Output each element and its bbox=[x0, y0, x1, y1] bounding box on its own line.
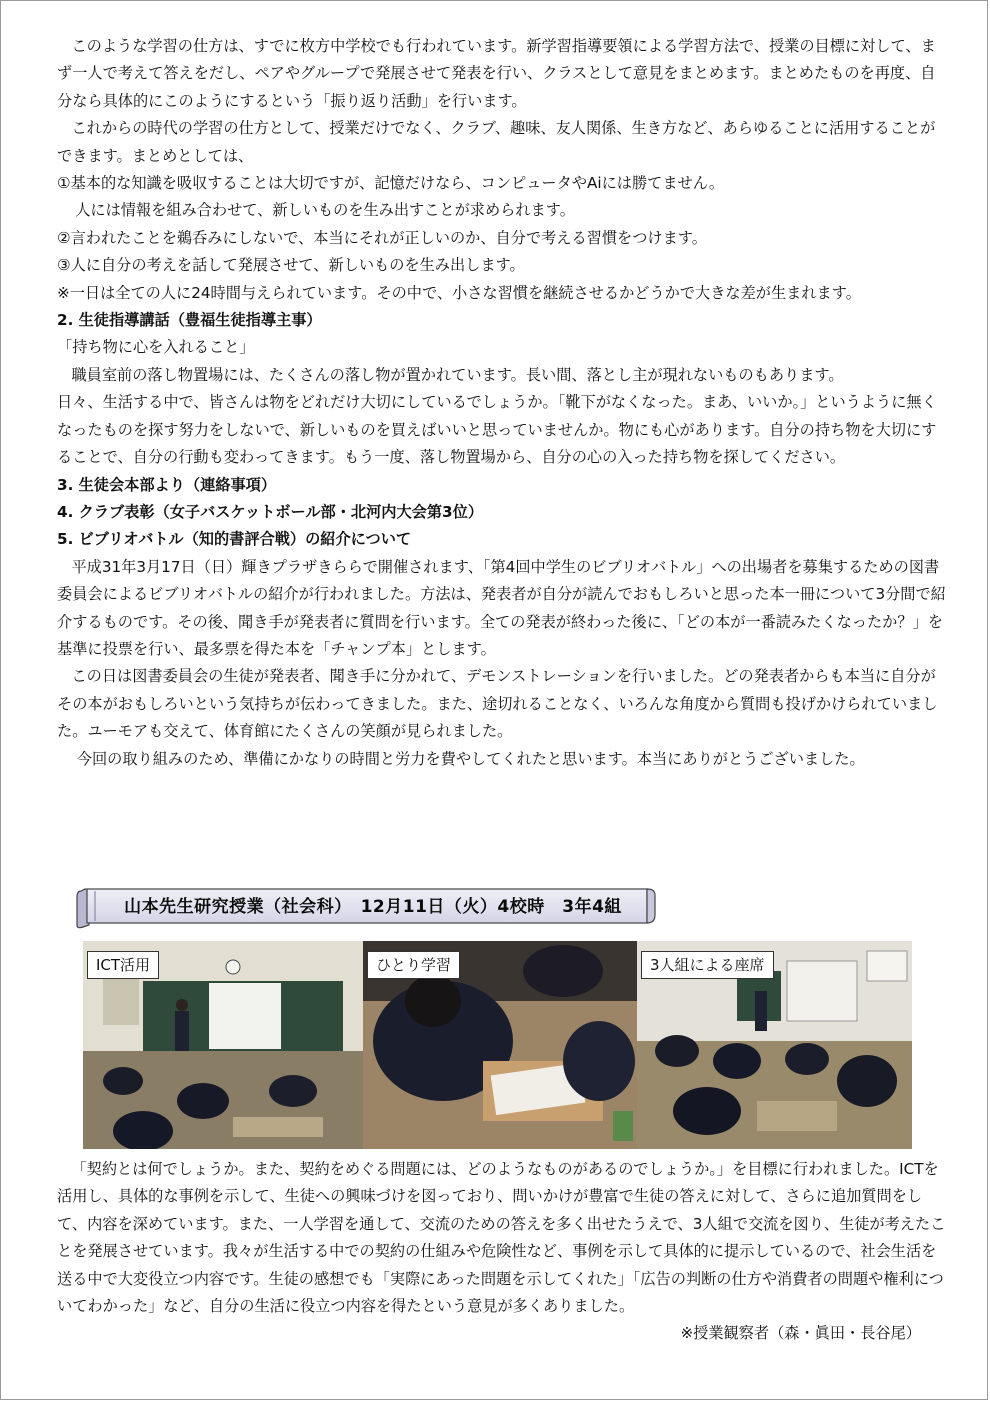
section-2-paragraph-2: 日々、生活する中で、皆さんは物をどれだけ大切にしているでしょうか。「靴下がなくなった。まあ、いいか。」というように無くなったものを探す努力をしないで、新しいものを買えばいいと思っていませんか。物にも心があります。自分の持ち物を大切にすることで、自分の行動も変わってきます。もう一度、落し物置場から、自分の心の入った持ち物を探してください。 bbox=[57, 393, 937, 467]
summary-note: ※一日は全ての人に24時間与えられています。その中で、小さな習慣を継続させるかどうかで大きな差が生まれます。 bbox=[57, 283, 861, 302]
summary-item-1: ①基本的な知識を吸収することは大切ですが、記憶だけなら、コンピュータやAiには勝てません。 bbox=[57, 174, 725, 193]
lesson-photo-strip bbox=[83, 941, 912, 1149]
summary-item-3: ③人に自分の考えを話して発展させて、新しいものを生み出します。 bbox=[57, 256, 525, 275]
intro-paragraph-1: このような学習の仕方は、すでに枚方中学校でも行われています。新学習指導要領による学習方法で、授業の目標に対して、まず一人で考えて答えをだし、ペアやグループで発展させて発表を行い、クラスとして意見をまとめます。まとめたものを再度、自分なら具体的にこのようにするという「振り返り活動」を行います。 bbox=[57, 37, 936, 110]
photo-label-ict: ICT活用 bbox=[87, 951, 159, 979]
section-5-heading: 5. ビブリオバトル（知的書評合戦）の紹介について bbox=[57, 530, 412, 549]
section-4-heading: 4. クラブ表彰（女子バスケットボール部・北河内大会第3位） bbox=[57, 502, 484, 521]
photo-label-group: 3人組による座席 bbox=[641, 951, 774, 979]
section-3-heading: 3. 生徒会本部より（連絡事項） bbox=[57, 475, 277, 494]
photo-group-seating bbox=[637, 941, 912, 1149]
lesson-banner-title: 山本先生研究授業（社会科） 12月11日（火）4校時 3年4組 bbox=[124, 897, 622, 917]
summary-item-1-continued: 人には情報を組み合わせて、新しいものを生み出すことが求められます。 bbox=[75, 201, 575, 220]
section-5-paragraph-2: この日は図書委員会の生徒が発表者、聞き手に分かれて、デモンストレーションを行いました。どの発表者からも本当に自分がその本がおもしろいという気持ちが伝わってきました。また、途切れることなく、いろんな角度から質問も投げかけられていました。ユーモアも交えて、体育館にたくさんの笑顔が見られました。 bbox=[57, 667, 938, 741]
section-2-heading: 2. 生徒指導講話（豊福生徒指導主事） bbox=[57, 311, 322, 330]
summary-item-2: ②言われたことを鵜呑みにしないで、本当にそれが正しいのか、自分で考える習慣をつけます。 bbox=[57, 228, 707, 247]
section-2-paragraph-1: 職員室前の落し物置場には、たくさんの落し物が置かれています。長い間、落とし主が現れないものもあります。 bbox=[71, 365, 844, 384]
intro-paragraph-2: これからの時代の学習の仕方として、授業だけでなく、クラブ、趣味、友人関係、生き方など、あらゆることに活用することができます。まとめとしては、 bbox=[57, 119, 936, 165]
lesson-observers: ※授業観察者（森・眞田・長谷尾） bbox=[680, 1324, 921, 1343]
lesson-paragraph: 「契約とは何でしょうか。また、契約をめぐる問題には、どのようなものがあるのでしょうか。」を目標に行われました。ICTを活用し、具体的な事例を示して、生徒への興味づけを図っており、問いかけが豊富で生徒の答えに対して、さらに追加質問をして、内容を深めています。また、一人学習を通して、交流のための答えを多く出せたうえで、3人組で交流を図り、生徒が考えたことを発展させています。我々が生活する中での契約の仕組みや危険性など、事例を示して具体的に提示しているので、社会生活を送る中で大変役立つ内容です。生徒の感想でも「実際にあった問題を示してくれた」「広告の判断の仕方や消費者の問題や権利についてわかった」など、自分の生活に役立つ内容を得たという意見が多くありました。 bbox=[57, 1160, 946, 1316]
upper-text-block bbox=[57, 33, 947, 773]
lesson-banner bbox=[75, 885, 659, 929]
photo-ict-classroom bbox=[83, 941, 363, 1149]
section-5-paragraph-1: 平成31年3月17日（日）輝きプラザきららで開催されます、「第4回中学生のビブリオバトル」への出場者を募集するための図書委員会によるビブリオバトルの紹介が行われました。方法は、発表者が自分が読んでおもしろいと思った本一冊について3分間で紹介するものです。その後、聞き手が発表者に質問を行います。全ての発表が終わった後に、「どの本が一番読みたくなったか？」を基準に投票を行い、最多票を得た本を「チャンプ本」とします。 bbox=[57, 557, 946, 658]
photo-individual-study bbox=[363, 941, 637, 1149]
section-5-paragraph-3: 今回の取り組みのため、準備にかなりの時間と労力を費やしてくれたと思います。本当にありがとうございました。 bbox=[76, 749, 865, 768]
section-2-subtitle: 「持ち物に心を入れること」 bbox=[57, 338, 255, 357]
lower-text-block bbox=[57, 1156, 947, 1348]
photo-label-individual: ひとり学習 bbox=[367, 951, 460, 979]
